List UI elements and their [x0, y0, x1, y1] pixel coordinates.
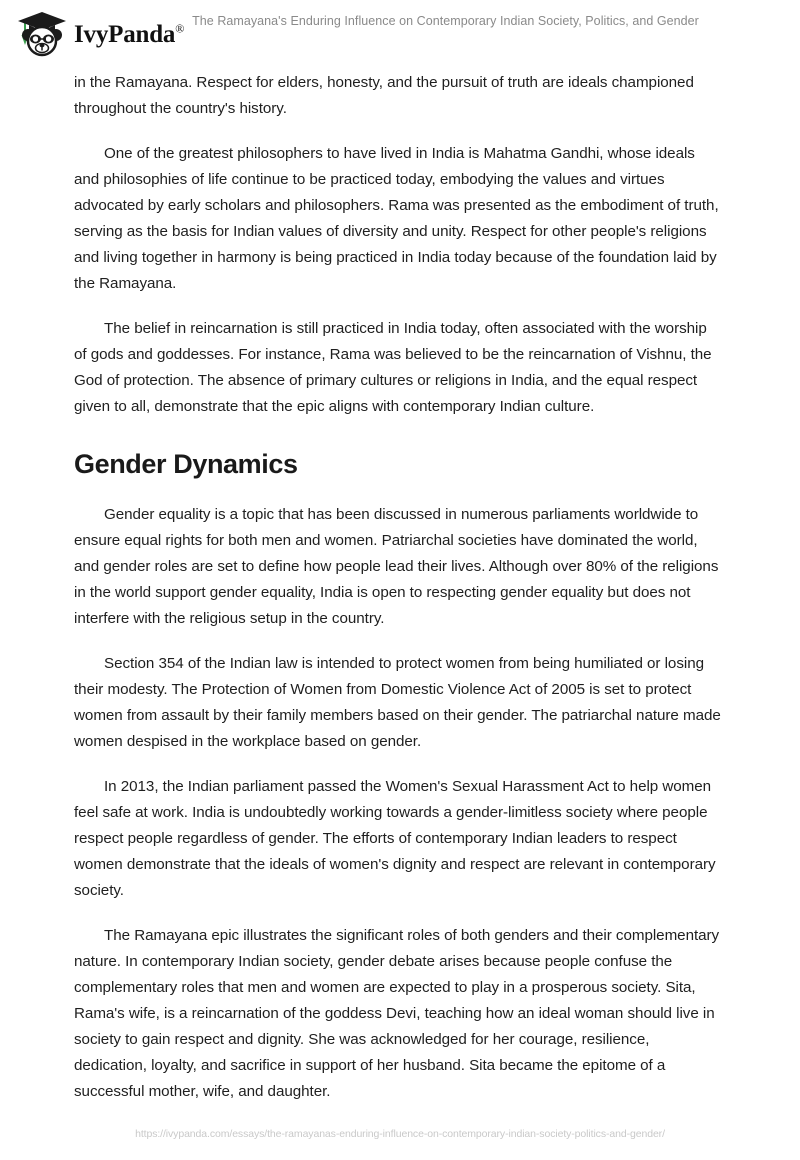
registered-trademark-icon: ® — [175, 21, 185, 36]
paragraph: Section 354 of the Indian law is intended to protect women from being humiliated or losing their modesty. The Protection of Women from Domestic Violence Act of 2005 is set to protect women from assault by their family members based on their gender. The patriarchal nature made women despised in the workplace based on gender. — [74, 655, 721, 750]
paragraph: One of the greatest philosophers to have lived in India is Mahatma Gandhi, whose ideals and philosophies of life continue to be practiced today, embodying the values and virtues advocated by early scholars and philosophers. Rama was presented as the embodiment of truth, serving as the basis for Indian values of diversity and unity. Respect for other people's religions and living together in harmony is being practiced in India today because of the foundation laid by the Ramayana. — [74, 145, 719, 292]
document-title-header: The Ramayana's Enduring Influence on Contemporary Indian Society, Politics, and Gender — [192, 14, 699, 28]
paragraph: In 2013, the Indian parliament passed the Women's Sexual Harassment Act to help women feel safe at work. India is undoubtedly working towards a gender-limitless society where people respect people regardless of gender. The efforts of contemporary Indian leaders to respect women demonstrate that the ideals of women's dignity and respect are relevant in contemporary society. — [74, 778, 716, 899]
page-header — [0, 0, 800, 62]
paragraph: in the Ramayana. Respect for elders, honesty, and the pursuit of truth are ideals championed throughout the country's history. — [74, 74, 694, 117]
paragraph: The Ramayana epic illustrates the significant roles of both genders and their complementary nature. In contemporary Indian society, gender debate arises because people confuse the complementary roles that men and women are expected to play in a prosperous society. Sita, Rama's wife, is a reincarnation of the goddess Devi, teaching how an ideal woman should live in society to gain respect and dignity. She was acknowledged for her courage, resilience, dedication, loyalty, and sacrifice in support of her husband. Sita became the epitome of a successful mother, wife, and daughter. — [74, 927, 720, 1100]
section-heading-gender-dynamics: Gender Dynamics — [74, 449, 298, 479]
paragraph: Gender equality is a topic that has been discussed in numerous parliaments worldwide to ensure equal rights for both men and women. Patriarchal societies have dominated the world, and gender roles are set to define how people lead their lives. Although over 80% of the religions in the world support gender equality, India is open to respecting gender equality but does not interfere with the religious setup in the country. — [74, 506, 719, 627]
page-footer — [0, 1124, 800, 1142]
document-body — [74, 70, 722, 1124]
brand-name-text: IvyPanda — [74, 20, 176, 48]
paragraph: The belief in reincarnation is still practiced in India today, often associated with the worship of gods and goddesses. For instance, Rama was believed to be the reincarnation of Vishnu, the God of protection. The absence of primary cultures or religions in India, and the equal respect given to all, demonstrate that the epic aligns with contemporary Indian culture. — [74, 320, 712, 415]
source-url-link[interactable]: https://ivypanda.com/essays/the-ramayanas-enduring-influence-on-contemporary-indian-society-politics-and-gender/ — [135, 1128, 665, 1140]
